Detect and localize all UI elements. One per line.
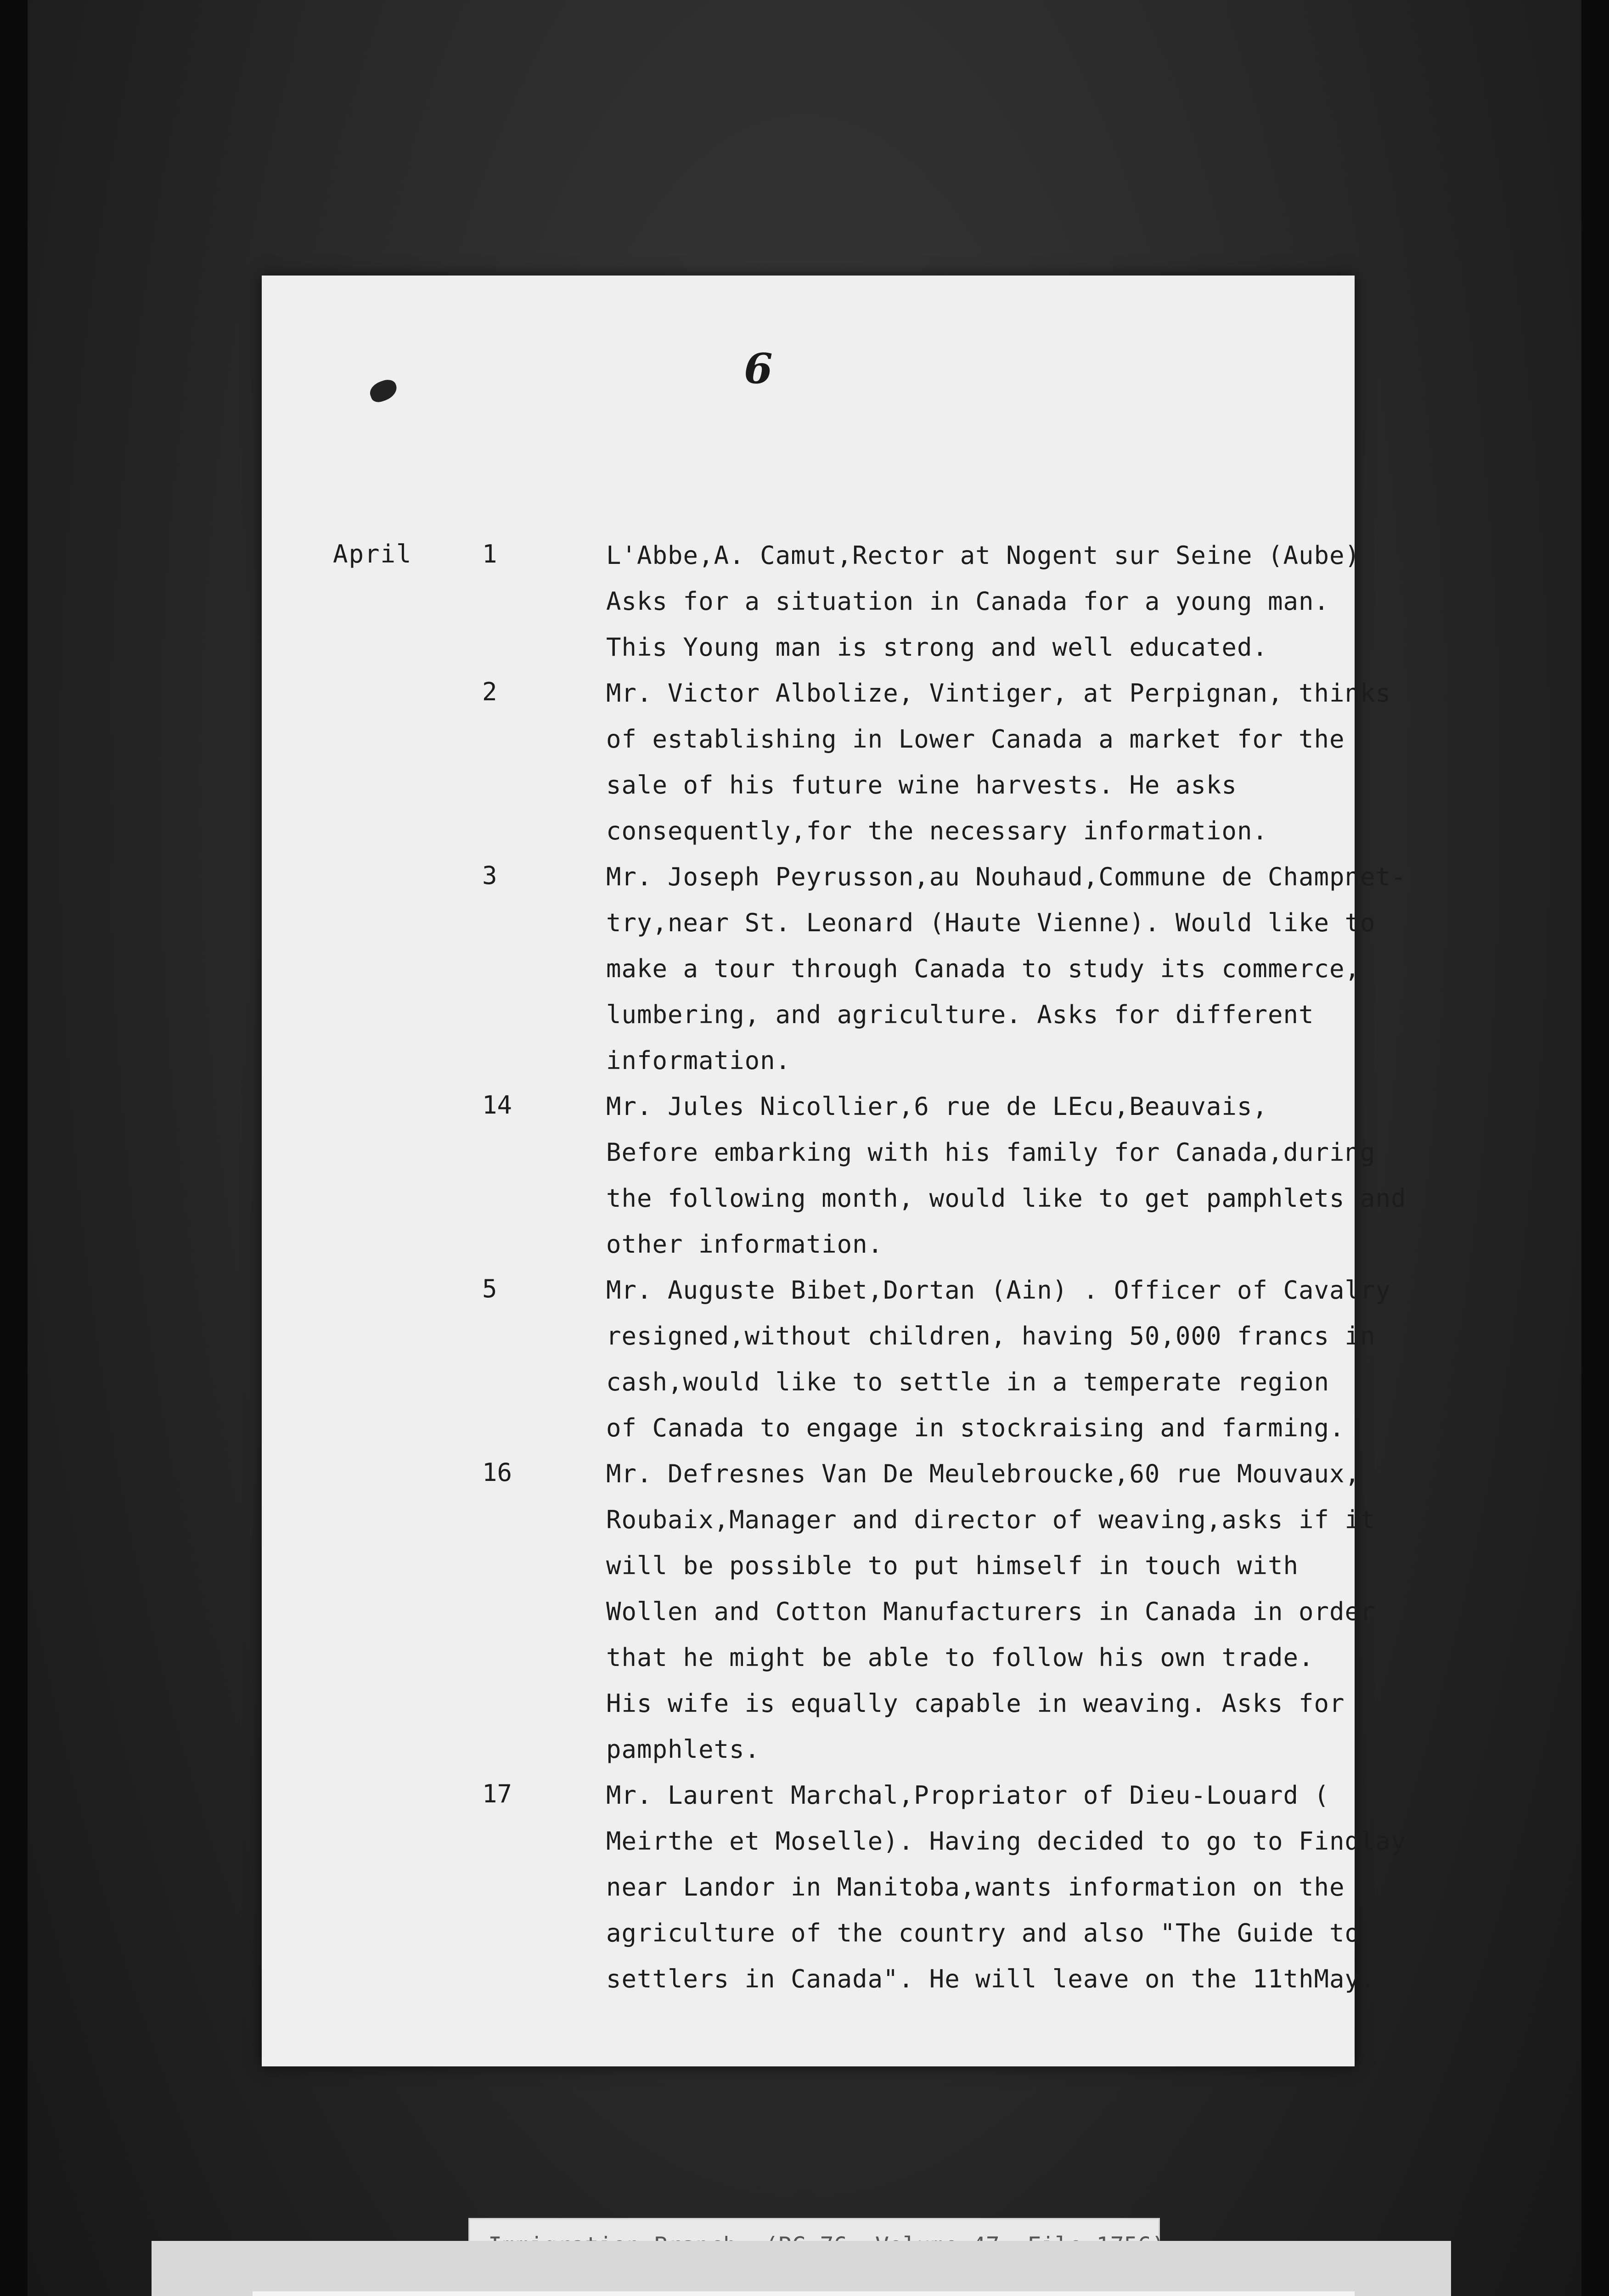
entry-line: His wife is equally capable in weaving. Asks for [606,1689,1345,1718]
entry-line: Roubaix,Manager and director of weaving,asks if it [606,1505,1376,1534]
entry-line: L'Abbe,A. Camut,Rector at Nogent sur Seine (Aube) [606,541,1361,570]
archive-stamp-box [152,2241,1451,2296]
film-edge-right [1581,0,1609,2296]
entry-line: settlers in Canada". He will leave on the 11thMay. [606,1964,1376,1993]
entry-line: consequently,for the necessary information. [606,816,1268,845]
entry-line: of establishing in Lower Canada a market for the [606,725,1345,754]
page-number: 6 [744,344,773,393]
entry-text [606,533,1361,670]
entry-line: Mr. Joseph Peyrusson,au Nouhaud,Commune de Champnet- [606,862,1406,891]
film-edge-left [0,0,28,2296]
entry-text [606,670,1391,854]
month-label: April [333,540,412,568]
entry-text [606,1267,1391,1451]
entry-line: Mr. Defresnes Van De Meulebroucke,60 rue Mouvaux, [606,1459,1361,1488]
entry-line: cash,would like to settle in a temperate region [606,1367,1330,1396]
entry-text [606,1773,1406,2002]
entry-text [606,1451,1376,1773]
entry-line: try,near St. Leonard (Haute Vienne). Would like to [606,908,1376,937]
entry-line: Mr. Auguste Bibet,Dortan (Ain) . Officer of Cavalry [606,1276,1391,1305]
entry-line: near Landor in Manitoba,wants information on the [606,1873,1345,1902]
entry-day: 3 [482,861,497,890]
archive-plate [253,2291,1355,2296]
entry-line: Mr. Laurent Marchal,Propriator of Dieu-Louard ( [606,1781,1330,1810]
entry-line: that he might be able to follow his own trade. [606,1643,1314,1672]
entry-line: Mr. Victor Albolize, Vintiger, at Perpignan, thinks [606,679,1391,708]
entry-line: This Young man is strong and well educated. [606,633,1268,662]
entry-line: Mr. Jules Nicollier,6 rue de LEcu,Beauvais, [606,1092,1268,1121]
ink-blot [367,377,400,405]
entry-line: make a tour through Canada to study its commerce, [606,954,1361,983]
document-page [262,276,1406,2066]
entry-line: the following month, would like to get pamphlets and [606,1184,1406,1213]
entry-line: Before embarking with his family for Canada,during [606,1138,1376,1167]
entry-line: of Canada to engage in stockraising and farming. [606,1413,1345,1442]
entry-day: 16 [482,1458,512,1487]
entry-text [606,1084,1406,1267]
entry-day: 17 [482,1779,512,1808]
entry-text [606,854,1406,1084]
entry-line: other information. [606,1230,883,1259]
entry-day: 5 [482,1274,497,1303]
entry-line: Meirthe et Moselle). Having decided to go to Findlay [606,1827,1406,1856]
entry-line: information. [606,1046,791,1075]
entry-line: Asks for a situation in Canada for a young man. [606,587,1330,616]
entry-line: agriculture of the country and also "The Guide to [606,1919,1361,1947]
entry-line: lumbering, and agriculture. Asks for different [606,1000,1314,1029]
entry-line: resigned,without children, having 50,000 francs in [606,1322,1376,1351]
entry-day: 2 [482,677,497,706]
entry-line: will be possible to put himself in touch with [606,1551,1299,1580]
entry-line: pamphlets. [606,1735,760,1764]
entry-line: Wollen and Cotton Manufacturers in Canada in order [606,1597,1376,1626]
entry-day: 1 [482,540,497,568]
entry-line: sale of his future wine harvests. He asks [606,771,1237,799]
entry-day: 14 [482,1091,512,1120]
